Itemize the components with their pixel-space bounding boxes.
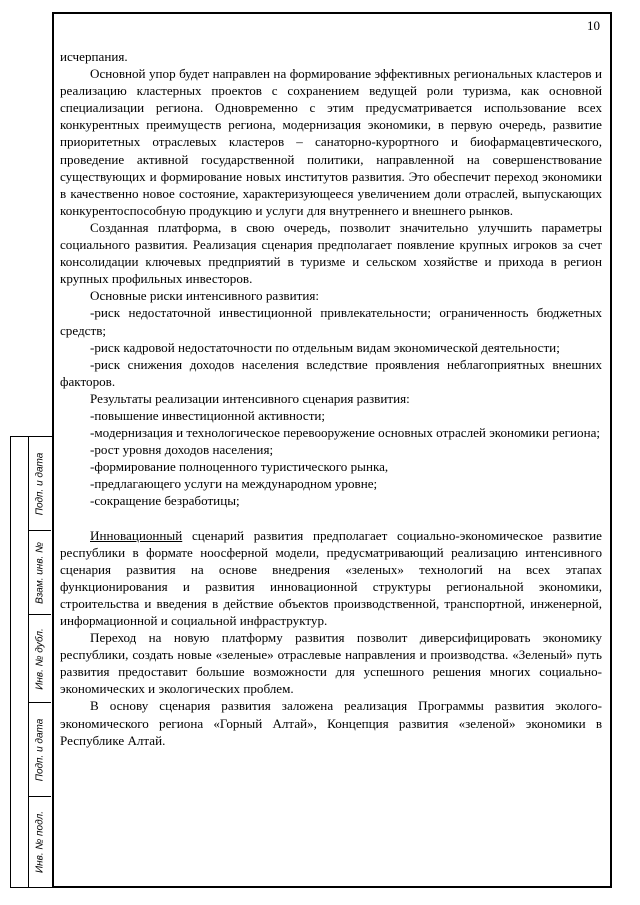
paragraph: Созданная платформа, в свою очередь, позволит значительно улучшить параметры социального развития. Реализация сценария предполагает появление крупных игроков за счет консолидации ключевых предприятий в туризме и сельском хозяйстве и прихода в регион крупных профильных инвесторов. (60, 219, 602, 287)
paragraph-innovation (60, 527, 602, 630)
side-stamp (28, 436, 52, 888)
paragraph: исчерпания. (60, 49, 128, 64)
page-frame (52, 12, 612, 888)
paragraph: Основной упор будет направлен на формирование эффективных региональных кластеров и реализацию кластерных проектов с сохранением ведущей роли туризма, как основной специализации региона. Одновременно с этим предусматривается использование всех конкурентных преимуществ региона, модернизация экономики, в первую очередь, развитие приоритетных отраслевых кластеров – санаторно-курортного и биофармацевтического, проведение активной государственной политики, направленной на совершенствование существующих и формирование новых институтов развития. Это обеспечит переход экономики в качественно новое состояние, характеризующееся увеличением доли отраслей, выпускающих конкурентоспособную продукцию и услуги для внутреннего и внешнего рынков. (60, 66, 602, 218)
list-item: -формирование полноценного туристического рынка, (90, 459, 389, 475)
stamp-label: Подп. и дата (34, 452, 46, 515)
list-item: -сокращение безработицы; (90, 493, 240, 509)
stamp-cell (29, 615, 51, 703)
list-item: -риск кадровой недостаточности по отдельным видам экономической деятельности; (90, 339, 560, 355)
list-item: -предлагающего услуги на международном уровне; (90, 476, 378, 492)
paragraph: Основные риски интенсивного развития: (90, 288, 319, 304)
list-item: -модернизация и технологическое перевооружение основных отраслей экономики региона; (90, 425, 601, 441)
stamp-label: Подп. и дата (34, 718, 46, 781)
list-item: -рост уровня доходов населения; (90, 442, 274, 458)
stamp-cell (29, 703, 51, 797)
stamp-cell (29, 437, 51, 531)
stamp-outer-column (10, 436, 28, 888)
innovation-term: Инновационный (90, 527, 183, 543)
paragraph: В основу сценария развития заложена реализация Программы развития эколого-экономического региона «Горный Алтай», Концепция развития «зеленой» экономики в Республике Алтай. (60, 698, 602, 748)
list-item: -повышение инвестиционной активности; (90, 407, 326, 423)
document-body (60, 48, 602, 749)
paragraph: Переход на новую платформу развития позволит диверсифицировать экономику республики, создать новые «зеленые» отраслевые направления и производства. «Зеленый» путь развития предоставит большие возможности для успешного решения многих социально-экономических и экологических проблем. (60, 630, 602, 697)
list-item: -риск снижения доходов населения вследствие проявления неблагоприятных внешних факторов. (60, 356, 602, 389)
stamp-label: Инв. № подл. (34, 810, 46, 874)
innovation-text: сценарий развития предполагает социально-экономическое развитие республики в формате ноосферной модели, предусматривающий реализацию интенсивного сценария развития на основе внедрения «зеленых» технологий на всех этапах функционирования и развития инновационной структуры региональной экономики, строительства и введения в действие объектов производственной, транспортной, инженерной, информационной и социальной инфраструктур. (60, 527, 602, 628)
page-number: 10 (587, 18, 600, 33)
paragraph: Результаты реализации интенсивного сценария развития: (90, 390, 410, 406)
stamp-cell (29, 531, 51, 615)
stamp-label: Инв. № дубл. (34, 627, 46, 690)
stamp-label: Взам. инв. № (34, 541, 46, 604)
stamp-cell (29, 797, 51, 887)
list-item: -риск недостаточной инвестиционной привлекательности; ограниченность бюджетных средств; (60, 305, 602, 338)
